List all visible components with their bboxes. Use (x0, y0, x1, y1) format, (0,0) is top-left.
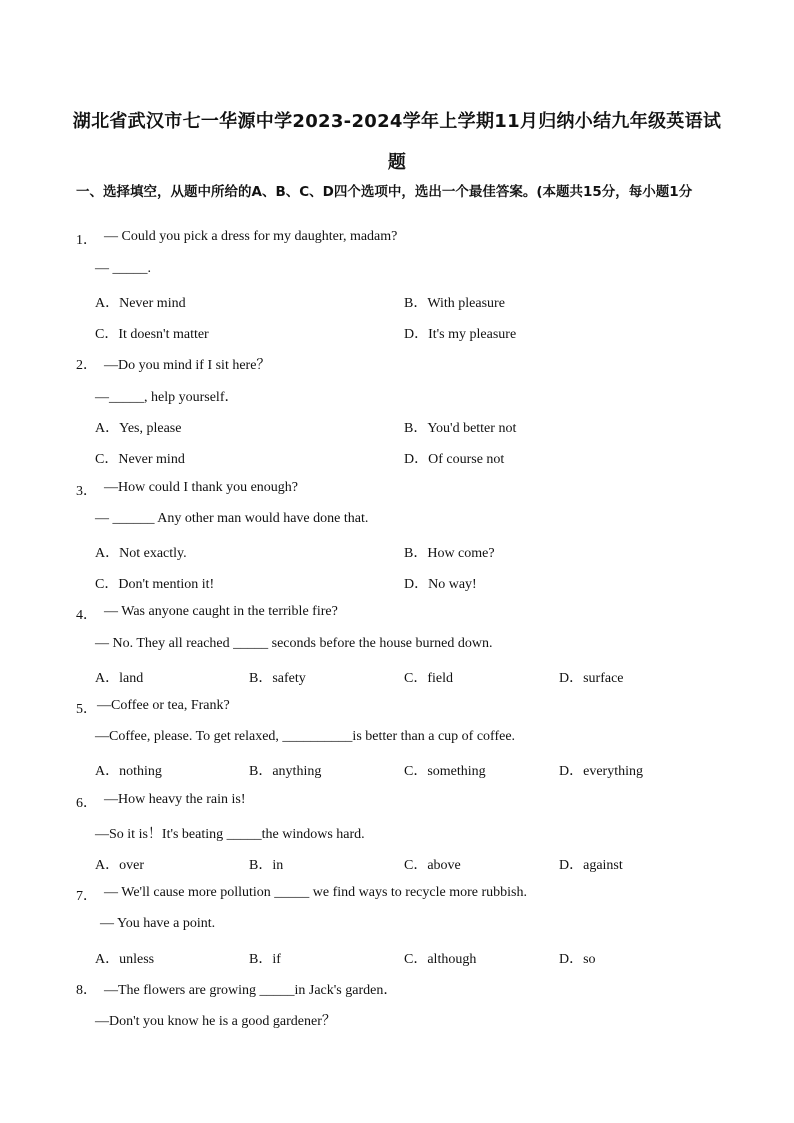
document-title-line-2: 题 (387, 152, 407, 173)
option-a: A．land (95, 671, 144, 686)
option-d: D．Of course not (404, 452, 505, 467)
option-c: C．although (404, 952, 477, 967)
option-a: A．Never mind (95, 296, 186, 311)
option-c: C．Don't mention it! (95, 577, 215, 592)
question-response: — ______ Any other man would have done that. (95, 511, 369, 526)
question-number: 2． (76, 358, 97, 373)
option-c: C．field (404, 671, 453, 686)
question-response: — You have a point. (100, 916, 216, 931)
option-d: D．everything (559, 764, 643, 779)
question-number: 1． (76, 233, 97, 248)
option-b: B．You'd better not (404, 421, 517, 436)
option-b: B．in (249, 858, 284, 873)
question-number: 7． (76, 889, 97, 904)
option-c: C．Never mind (95, 452, 185, 467)
option-d: D．so (559, 952, 596, 967)
question-response: —So it is！It's beating _____the windows hard. (95, 827, 365, 842)
question-prompt: — Was anyone caught in the terrible fire? (104, 604, 338, 619)
option-b: B．How come? (404, 546, 495, 561)
option-b: B．if (249, 952, 281, 967)
question-response: —Coffee, please. To get relaxed, __________is better than a cup of coffee. (95, 729, 516, 744)
option-c: C．something (404, 764, 486, 779)
option-a: A．Not exactly. (95, 546, 187, 561)
question-prompt: —How heavy the rain is! (104, 792, 246, 807)
option-d: D．No way! (404, 577, 477, 592)
question-number: 3． (76, 484, 97, 499)
question-prompt: —The flowers are growing _____in Jack's garden． (104, 983, 398, 998)
option-c: C．It doesn't matter (95, 327, 209, 342)
option-a: A．unless (95, 952, 155, 967)
question-prompt: —Do you mind if I sit here？ (104, 358, 271, 373)
question-number: 4． (76, 608, 97, 623)
document-title-line-1: 湖北省武汉市七一华源中学2023-2024学年上学期11月归纳小结九年级英语试 (72, 111, 722, 132)
option-c: C．above (404, 858, 461, 873)
option-d: D．against (559, 858, 623, 873)
question-response: — _____. (95, 261, 151, 276)
option-a: A．nothing (95, 764, 162, 779)
option-a: A．over (95, 858, 144, 873)
option-b: B．anything (249, 764, 322, 779)
question-prompt: —How could I thank you enough? (104, 480, 299, 495)
question-number: 8． (76, 983, 97, 998)
question-prompt: —Coffee or tea, Frank? (97, 698, 230, 713)
option-a: A．Yes, please (95, 421, 182, 436)
option-d: D．It's my pleasure (404, 327, 517, 342)
question-prompt: — Could you pick a dress for my daughter, madam? (104, 229, 398, 244)
question-number: 6． (76, 796, 97, 811)
option-b: B．With pleasure (404, 296, 505, 311)
question-response: — No. They all reached _____ seconds before the house burned down. (95, 636, 493, 651)
option-d: D．surface (559, 671, 624, 686)
question-response: —Don't you know he is a good gardener？ (95, 1014, 336, 1029)
section-heading: 一、选择填空，从题中所给的A、B、C、D四个选项中，选出一个最佳答案。(本题共15分，每小题1分 (76, 184, 693, 200)
question-prompt: — We'll cause more pollution _____ we find ways to recycle more rubbish. (104, 885, 527, 900)
question-response: —_____, help yourself． (95, 390, 239, 405)
option-b: B．safety (249, 671, 306, 686)
question-number: 5． (76, 702, 97, 717)
